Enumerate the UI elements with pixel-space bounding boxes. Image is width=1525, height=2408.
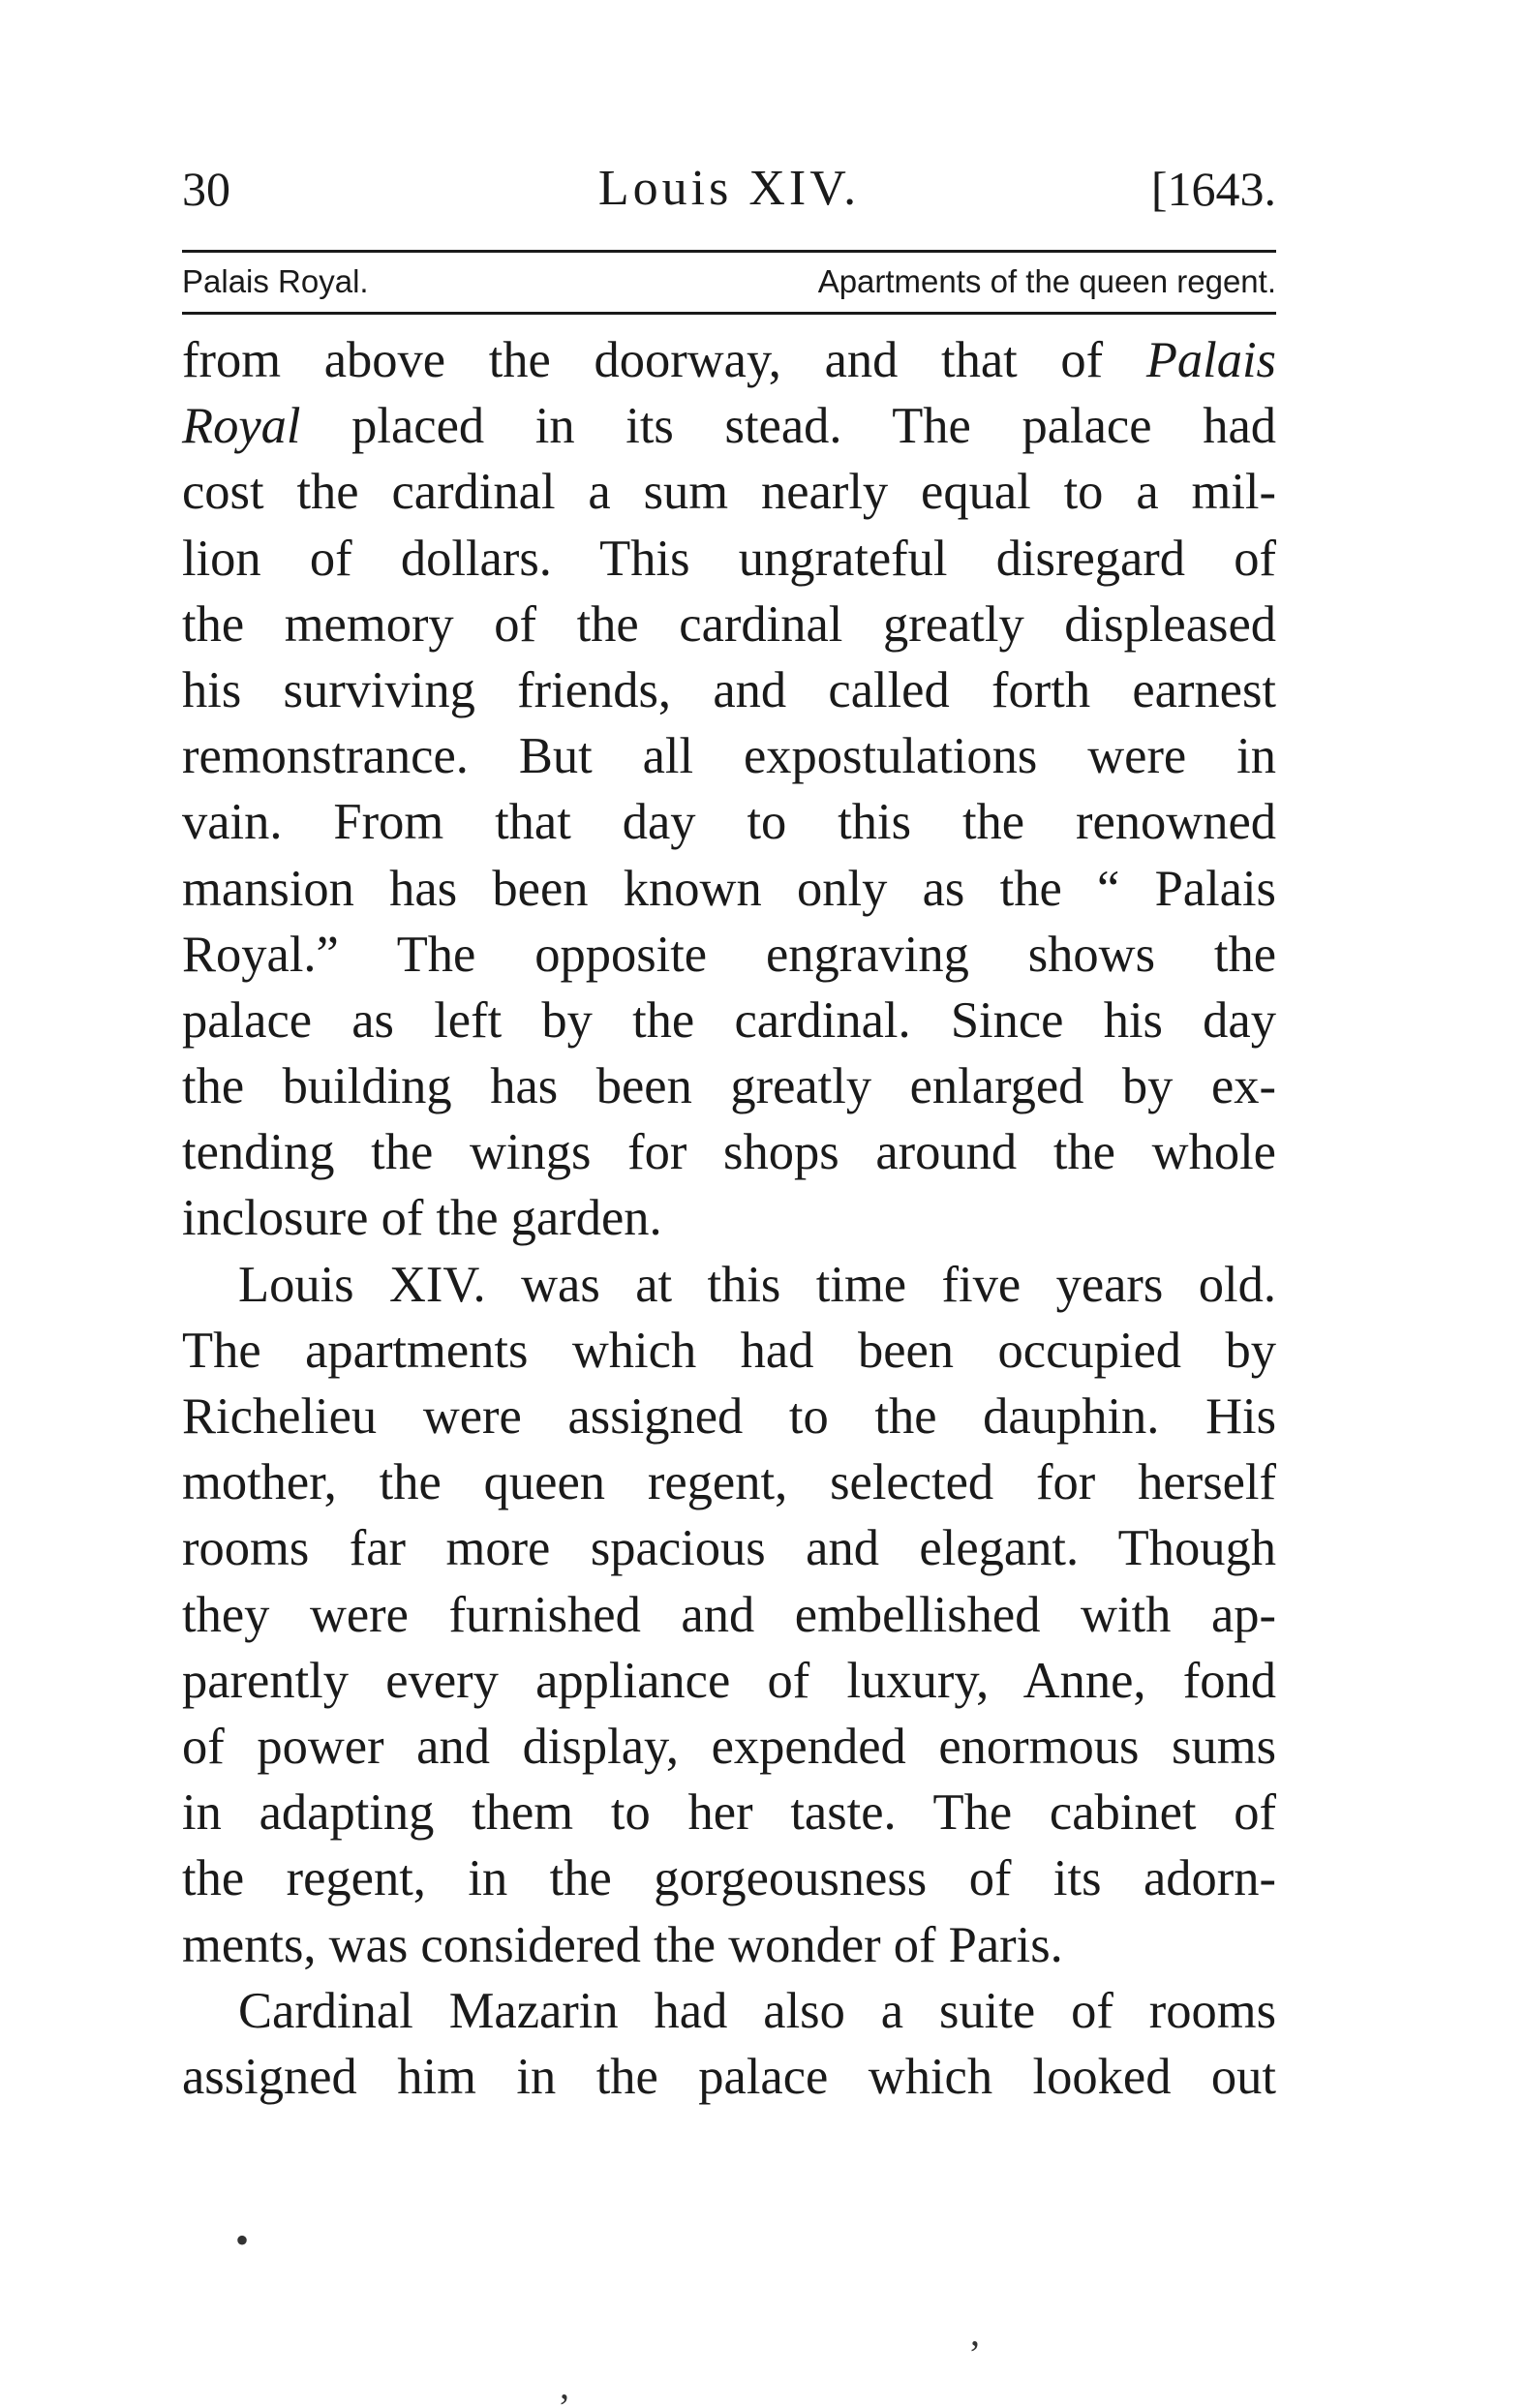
text-line: tending the wings for shops around the whole [182,1124,1276,1181]
text-line: vain. From that day to this the renowned [182,794,1276,851]
text-line: cost the cardinal a sum nearly equal to a mil- [182,464,1276,521]
text-line: of power and display, expended enormous sums [182,1718,1276,1775]
text-line: in adapting them to her taste. The cabinet of [182,1784,1276,1842]
text-line: the building has been greatly enlarged by ex- [182,1058,1276,1115]
stray-ink-mark: , [560,2363,569,2407]
body-text [182,327,1276,2110]
subhead-left: Palais Royal. [182,263,369,299]
text-line: Richelieu were assigned to the dauphin. His [182,1388,1276,1445]
header-rule-bottom [182,312,1276,315]
text-line: Louis XIV. was at this time five years old. [238,1256,1276,1313]
header-rule-top [182,250,1276,253]
stray-ink-mark: • [235,2218,250,2262]
text-line: palace as left by the cardinal. Since his day [182,991,1276,1049]
text-line: lion of dollars. This ungrateful disregard of [182,530,1276,587]
text-line: parently every appliance of luxury, Anne, fond [182,1652,1276,1709]
subheadings [182,254,1276,310]
text-line: mansion has been known only as the “ Palais [182,860,1276,917]
text-line: inclosure of the garden. [182,1190,662,1247]
text-line: from above the doorway, and that of Palais [182,332,1276,388]
text-line: Royal placed in its stead. The palace had [182,398,1276,455]
text-line: the memory of the cardinal greatly displeased [182,595,1276,653]
running-head [182,155,1276,223]
text-line: Cardinal Mazarin had also a suite of rooms [238,1982,1276,2039]
running-title: Louis XIV. [597,161,861,216]
text-line: rooms far more spacious and elegant. Though [182,1520,1276,1577]
running-year: [1643. [1150,162,1276,216]
page-number: 30 [182,162,230,216]
text-line: The apartments which had been occupied by [182,1322,1276,1379]
text-line: Royal.” The opposite engraving shows the [182,926,1276,983]
text-line: ments, was considered the wonder of Paris. [182,1916,1063,1973]
text-line: the regent, in the gorgeousness of its adorn- [182,1850,1276,1907]
stray-ink-mark: , [970,2310,980,2354]
text-line: they were furnished and embellished with ap- [182,1586,1276,1643]
text-line: remonstrance. But all expostulations were in [182,728,1276,785]
subhead-right: Apartments of the queen regent. [817,263,1276,299]
text-line: assigned him in the palace which looked out [182,2048,1276,2105]
text-line: mother, the queen regent, selected for herself [182,1454,1276,1511]
text-line: his surviving friends, and called forth earnest [182,661,1276,718]
